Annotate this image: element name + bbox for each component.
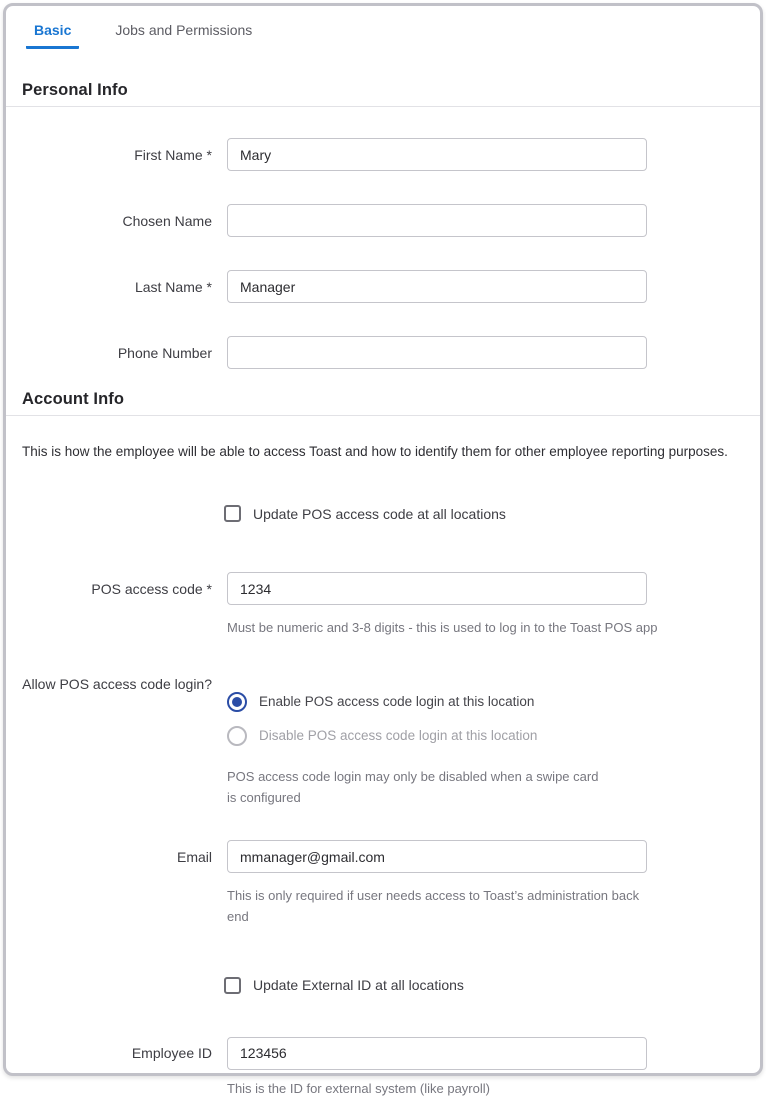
account-info-header — [6, 390, 760, 416]
pos-access-code-row — [6, 572, 760, 605]
disable-pos-login-radio-label: Disable POS access code login at this location — [259, 728, 538, 744]
pos-access-code-label: POS access code * — [91, 580, 212, 597]
update-pos-code-checkbox[interactable] — [224, 505, 241, 522]
chosen-name-input[interactable] — [227, 204, 647, 237]
first-name-label: First Name * — [134, 146, 212, 163]
phone-number-label: Phone Number — [117, 344, 212, 361]
email-hint: This is only required if user needs access to Toast’s administration back end — [227, 888, 640, 925]
employee-id-label: Employee ID — [131, 1045, 212, 1062]
pos-access-code-input[interactable] — [227, 572, 647, 605]
personal-info-title: Personal Info — [22, 81, 128, 99]
employee-form-card — [3, 3, 763, 1096]
enable-pos-login-radio-label: Enable POS access code login at this location — [259, 694, 535, 710]
radio-dot — [232, 697, 242, 707]
last-name-label: Last Name * — [134, 278, 212, 295]
update-external-id-checkbox-label: Update External ID at all locations — [253, 977, 464, 994]
employee-id-hint: This is the ID for external system (like payroll) — [227, 1080, 490, 1096]
account-info-title: Account Info — [22, 390, 125, 408]
first-name-row — [6, 138, 760, 171]
pos-access-code-hint: Must be numeric and 3-8 digits - this is used to log in to the Toast POS app — [227, 620, 658, 635]
update-pos-code-checkbox-label: Update POS access code at all locations — [253, 505, 506, 522]
personal-info-header — [6, 81, 760, 107]
last-name-row — [6, 270, 760, 303]
employee-id-input[interactable] — [227, 1037, 647, 1070]
tab-basic[interactable]: Basic — [26, 19, 79, 49]
tab-bar — [26, 6, 760, 49]
enable-pos-login-radio[interactable] — [227, 692, 247, 712]
disable-pos-login-radio — [227, 726, 247, 746]
last-name-input[interactable] — [227, 270, 647, 303]
update-pos-code-checkbox-row[interactable] — [224, 505, 760, 522]
email-label: Email — [176, 848, 212, 865]
account-info-description: This is how the employee will be able to access Toast and how to identify them for other employee reporting purposes. — [22, 444, 728, 459]
employee-id-row — [6, 1037, 760, 1070]
allow-pos-login-options — [227, 676, 607, 809]
allow-pos-login-label: Allow POS access code login? — [22, 675, 212, 692]
update-external-id-checkbox-row[interactable] — [224, 977, 760, 994]
email-row — [6, 840, 760, 873]
chosen-name-row — [6, 204, 760, 237]
phone-number-row — [6, 336, 760, 369]
tab-jobs-and-permissions[interactable]: Jobs and Permissions — [115, 22, 253, 38]
disable-pos-login-radio-row — [227, 726, 607, 746]
update-external-id-checkbox[interactable] — [224, 977, 241, 994]
phone-number-input[interactable] — [227, 336, 647, 369]
enable-pos-login-radio-row[interactable] — [227, 692, 607, 712]
chosen-name-label: Chosen Name — [122, 212, 212, 229]
email-input[interactable] — [227, 840, 647, 873]
allow-pos-login-hint: POS access code login may only be disabled when a swipe card is configured — [227, 768, 599, 805]
first-name-input[interactable] — [227, 138, 647, 171]
allow-pos-login-group — [6, 676, 760, 809]
